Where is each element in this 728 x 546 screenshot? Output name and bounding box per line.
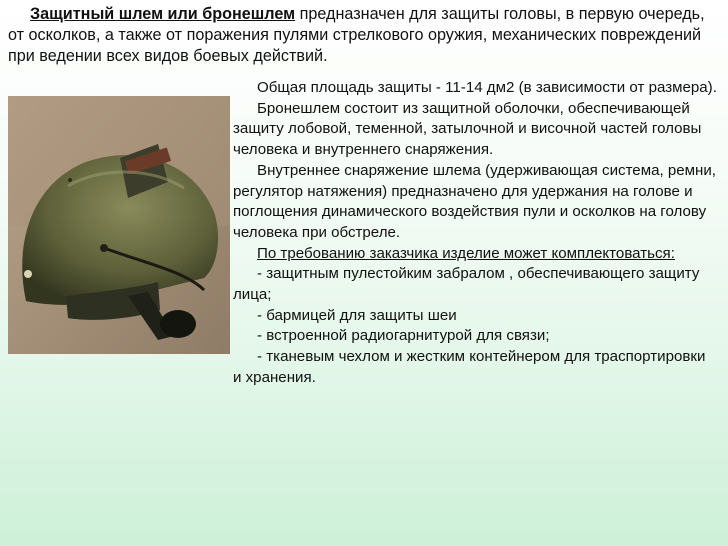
- option-item: - встроенной радиогарнитурой для связи;: [257, 327, 550, 345]
- option-item: - бармицей для защиты шеи: [257, 306, 457, 324]
- composition-paragraph: Бронешлем состоит из защитной оболочки, обеспечивающей защиту лобовой, теменной, затылочной и височной частей головы человека и внутреннего снаряжения.: [233, 99, 702, 159]
- intro-text: предназначен для защиты головы, в первую очередь, от осколков, а также от поражения пулями стрелкового оружия, механических повреждений при ведении всех видов боевых действий.: [8, 5, 705, 65]
- inner-equipment-paragraph: Внутреннее снаряжение шлема (удерживающая система, ремни, регулятор натяжения) предназначено для удержания на голове и поглощения динамического воздействия пули и осколков на голову человека при обстреле.: [233, 161, 716, 241]
- intro-term: Защитный шлем или бронешлем: [30, 5, 296, 23]
- options-heading: По требованию заказчика изделие может комплектоваться:: [257, 244, 675, 262]
- helmet-photo: [8, 96, 230, 354]
- area-paragraph: Общая площадь защиты - 11-14 дм2 (в зависимости от размера).: [257, 79, 717, 96]
- description-text: [233, 78, 717, 389]
- intro-paragraph: [8, 4, 720, 67]
- option-item: - тканевым чехлом и жестким контейнером для траспортировки и хранения.: [233, 348, 706, 386]
- option-item: - защитным пулестойким забралом , обеспечивающего защиту лица;: [233, 265, 700, 304]
